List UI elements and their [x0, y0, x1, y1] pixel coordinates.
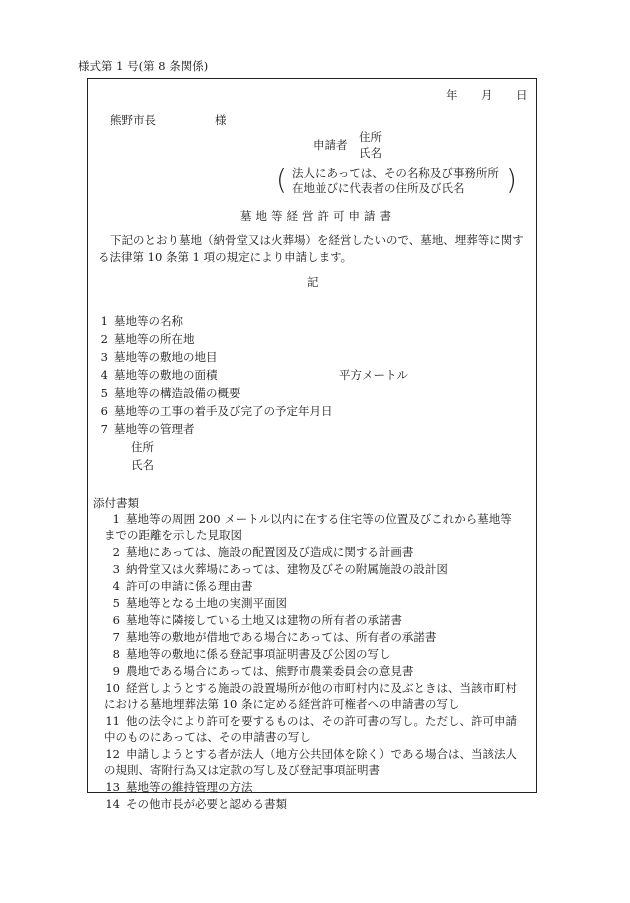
form-label: 様式第 1 号(第 8 条関係): [78, 59, 209, 73]
list-item: 5 墓地等の構造設備の概要: [100, 386, 241, 400]
attachments-heading: 添付書類: [93, 496, 139, 510]
attachment-item: 5 墓地等となる土地の実測平面図: [112, 596, 287, 610]
list-item: 4 墓地等の敷地の面積: [100, 368, 218, 382]
intro-line2: る法律第 10 条第 1 項の規定により申請します。: [98, 250, 353, 264]
corp-note-line2: 在地並びに代表者の住所及び氏名: [292, 181, 465, 195]
attachment-item-cont: 中のものにあっては、その申請書の写し: [104, 730, 311, 744]
attachment-item: 3 納骨堂又は火葬場にあっては、建物及びその附属施設の設計図: [112, 562, 448, 576]
corp-note-line1: 法人にあっては、その名称及び事務所所: [292, 166, 499, 180]
form-frame: [87, 78, 537, 811]
intro-line1: 下記のとおり墓地（納骨堂又は火葬場）を経営したいので、墓地、埋葬等に関す: [110, 233, 524, 247]
date-year: 年: [446, 88, 458, 102]
attachment-item: 1 墓地等の周囲 200 メートル以内に在する住宅等の位置及びこれから墓地等: [112, 512, 512, 526]
manager-name-label: 氏名: [131, 458, 154, 472]
list-item: 2 墓地等の所在地: [100, 332, 195, 346]
area-unit: 平方メートル: [339, 368, 408, 382]
attachment-item-cont: までの距離を示した見取図: [104, 528, 242, 542]
attachment-item: 2 墓地にあっては、施設の配置図及び造成に関する計画書: [112, 545, 414, 559]
attachment-item: 13 墓地等の維持管理の方法: [105, 780, 253, 794]
document-title: 墓地等経営許可申請書: [240, 209, 395, 223]
paren-open: (: [276, 163, 287, 196]
attachment-item: 14 その他市長が必要と認める書類: [105, 797, 287, 811]
list-item: 1 墓地等の名称: [100, 314, 183, 328]
attachment-item-cont: の規則、寄附行為又は定款の写し及び登記事項証明書: [104, 763, 380, 777]
attachment-item: 7 墓地等の敷地が借地である場合にあっては、所有者の承諾書: [112, 630, 437, 644]
date-day: 日: [516, 88, 528, 102]
addressee-honorific: 様: [215, 113, 227, 127]
ki-heading: 記: [307, 275, 319, 289]
list-item: 3 墓地等の敷地の地目: [100, 350, 218, 364]
list-item: 6 墓地等の工事の着手及び完了の予定年月日: [100, 404, 333, 418]
applicant-address-label: 住所: [359, 130, 382, 144]
paren-close: ): [506, 163, 517, 196]
attachment-item: 6 墓地等に隣接している土地又は建物の所有者の承諾書: [112, 613, 402, 627]
manager-address-label: 住所: [131, 440, 154, 454]
list-item: 7 墓地等の管理者: [100, 422, 195, 436]
attachment-item: 12 申請しようとする者が法人（地方公共団体を除く）である場合は、当該法人: [105, 747, 517, 761]
applicant-label: 申請者: [313, 138, 348, 152]
attachment-item: 8 墓地等の敷地に係る登記事項証明書及び公図の写し: [112, 647, 391, 661]
attachment-item: 11 他の法令により許可を要するものは、その許可書の写し。ただし、許可申請: [105, 714, 517, 728]
addressee-name: 熊野市長: [110, 113, 156, 127]
attachment-item-cont: における墓地埋葬法第 10 条に定める経営許可権者への申請書の写し: [104, 697, 460, 711]
date-month: 月: [481, 88, 493, 102]
attachment-item: 4 許可の申請に係る理由書: [112, 579, 253, 593]
applicant-name-label: 氏名: [359, 146, 382, 160]
attachment-item: 10 経営しようとする施設の設置場所が他の市町村内に及ぶときは、当該市町村: [105, 681, 517, 695]
attachment-item: 9 農地である場合にあっては、熊野市農業委員会の意見書: [112, 664, 414, 678]
